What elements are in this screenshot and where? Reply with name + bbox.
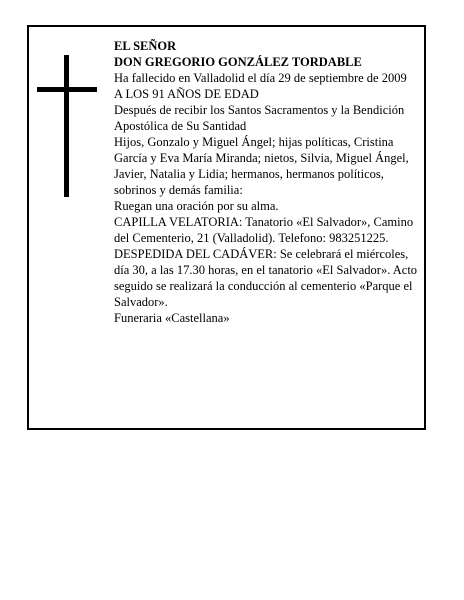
family-statement: Hijos, Gonzalo y Miguel Ángel; hijas políticas, Cristina García y Eva María Miranda; nietos, Silvia, Miguel Ángel, Javier, Natalia y Lidia; hermanos, hermanos políticos, sobrinos y demás familia: [114, 135, 409, 197]
farewell-info: DESPEDIDA DEL CADÁVER: Se celebrará el miércoles, día 30, a las 17.30 horas, en el tanatorio «El Salvador». Acto seguido se realizará la conducción al cementerio «Parque el Salvador». [114, 247, 418, 309]
age-statement: A LOS 91 AÑOS DE EDAD [114, 87, 259, 101]
cross-vertical-bar [64, 55, 69, 197]
latin-cross-icon [37, 55, 97, 197]
sacraments-statement: Después de recibir los Santos Sacramentos y la Bendición Apostólica de Su Santidad [114, 103, 405, 133]
notice-title: EL SEÑOR [114, 39, 177, 53]
death-statement: Ha fallecido en Valladolid el día 29 de septiembre de 2009 [114, 71, 407, 85]
obituary-text [114, 38, 420, 326]
cross-horizontal-bar [37, 87, 97, 92]
funeral-home: Funeraria «Castellana» [114, 311, 230, 325]
deceased-name: DON GREGORIO GONZÁLEZ TORDABLE [114, 55, 362, 69]
prayer-request: Ruegan una oración por su alma. [114, 199, 279, 213]
chapel-info: CAPILLA VELATORIA: Tanatorio «El Salvador», Camino del Cementerio, 21 (Valladolid). Telefono: 983251225. [114, 215, 414, 245]
